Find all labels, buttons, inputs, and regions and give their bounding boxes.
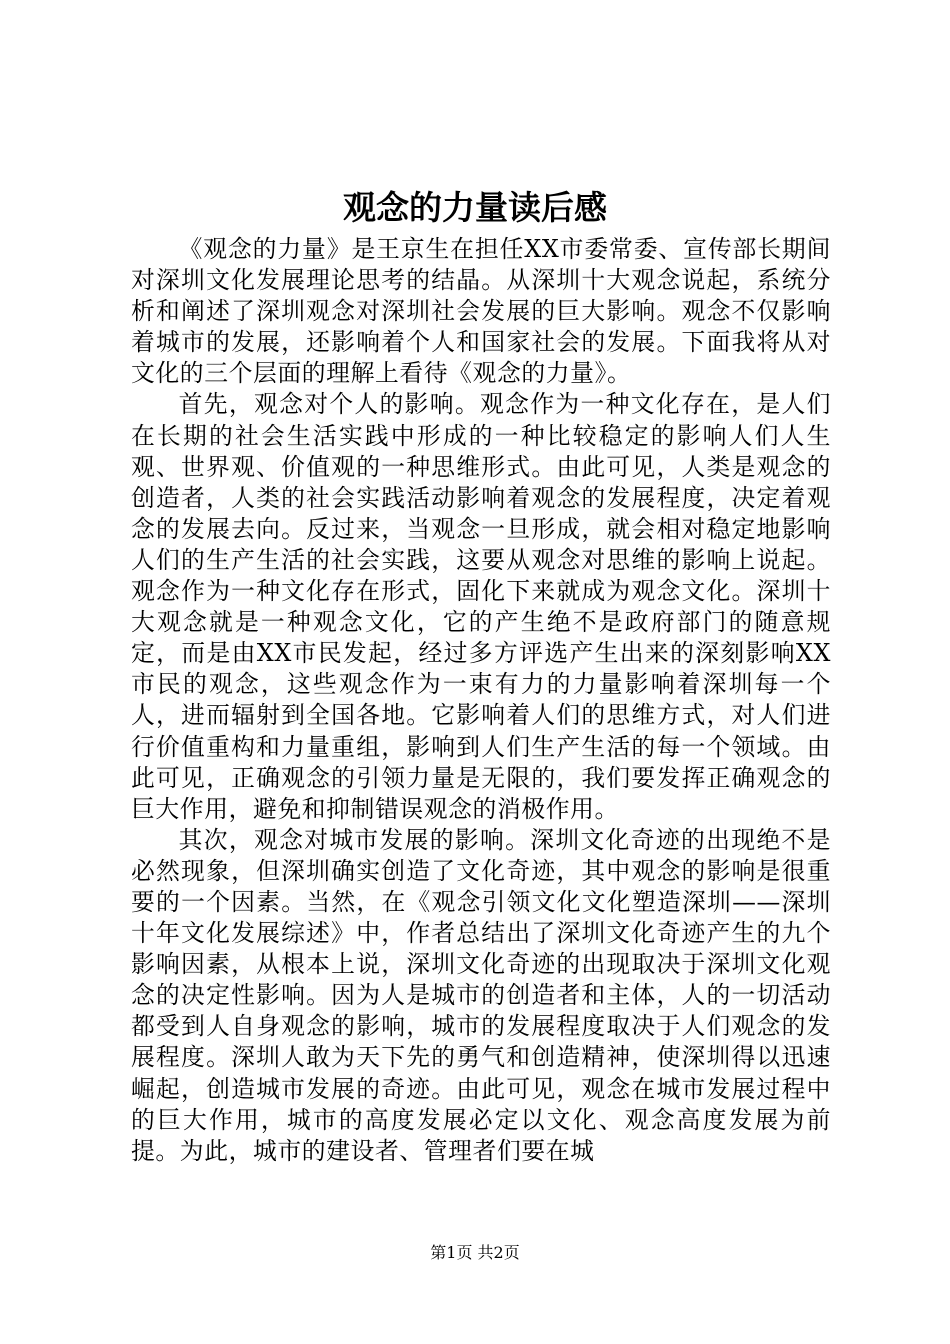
paragraph-city-impact: 其次，观念对城市发展的影响。深圳文化奇迹的出现绝不是必然现象，但深圳确实创造了文化奇迹，其中观念的影响是很重要的一个因素。当然，在《观念引领文化文化塑造深圳——深圳十年文化发展综述》中，作者总结出了深圳文化奇迹产生的九个影响因素，从根本上说，深圳文化奇迹的出现取决于深圳文化观念的决定性影响。因为人是城市的创造者和主体，人的一切活动都受到人自身观念的影响，城市的发展程度取决于人们观念的发展程度。深圳人敢为天下先的勇气和创造精神，使深圳得以迅速崛起，创造城市发展的奇迹。由此可见，观念在城市发展过程中的巨大作用，城市的高度发展必定以文化、观念高度发展为前提。为此，城市的建设者、管理者们要在城 — [131, 825, 831, 1165]
paragraph-intro: 《观念的力量》是王京生在担任XX市委常委、宣传部长期间对深圳文化发展理论思考的结晶。从深圳十大观念说起，系统分析和阐述了深圳观念对深圳社会发展的巨大影响。观念不仅影响着城市的发展，还影响着个人和国家社会的发展。下面我将从对文化的三个层面的理解上看待《观念的力量》。 — [131, 235, 831, 388]
document-body — [131, 234, 831, 1167]
page-number-footer: 第1页 共2页 — [430, 1243, 520, 1262]
paragraph-individual-impact: 首先，观念对个人的影响。观念作为一种文化存在，是人们在长期的社会生活实践中形成的一种比较稳定的影响人们人生观、世界观、价值观的一种思维形式。由此可见，人类是观念的创造者，人类的社会实践活动影响着观念的发展程度，决定着观念的发展去向。反过来，当观念一旦形成，就会相对稳定地影响人们的生产生活的社会实践，这要从观念对思维的影响上说起。观念作为一种文化存在形式，固化下来就成为观念文化。深圳十大观念就是一种观念文化，它的产生绝不是政府部门的随意规定，而是由XX市民发起，经过多方评选产生出来的深刻影响XX市民的观念，这些观念作为一束有力的力量影响着深圳每一个人，进而辐射到全国各地。它影响着人们的思维方式，对人们进行价值重构和力量重组，影响到人们生产生活的每一个领域。由此可见，正确观念的引领力量是无限的，我们要发挥正确观念的巨大作用，避免和抑制错误观念的消极作用。 — [131, 390, 831, 823]
document-title: 观念的力量读后感 — [343, 188, 607, 227]
